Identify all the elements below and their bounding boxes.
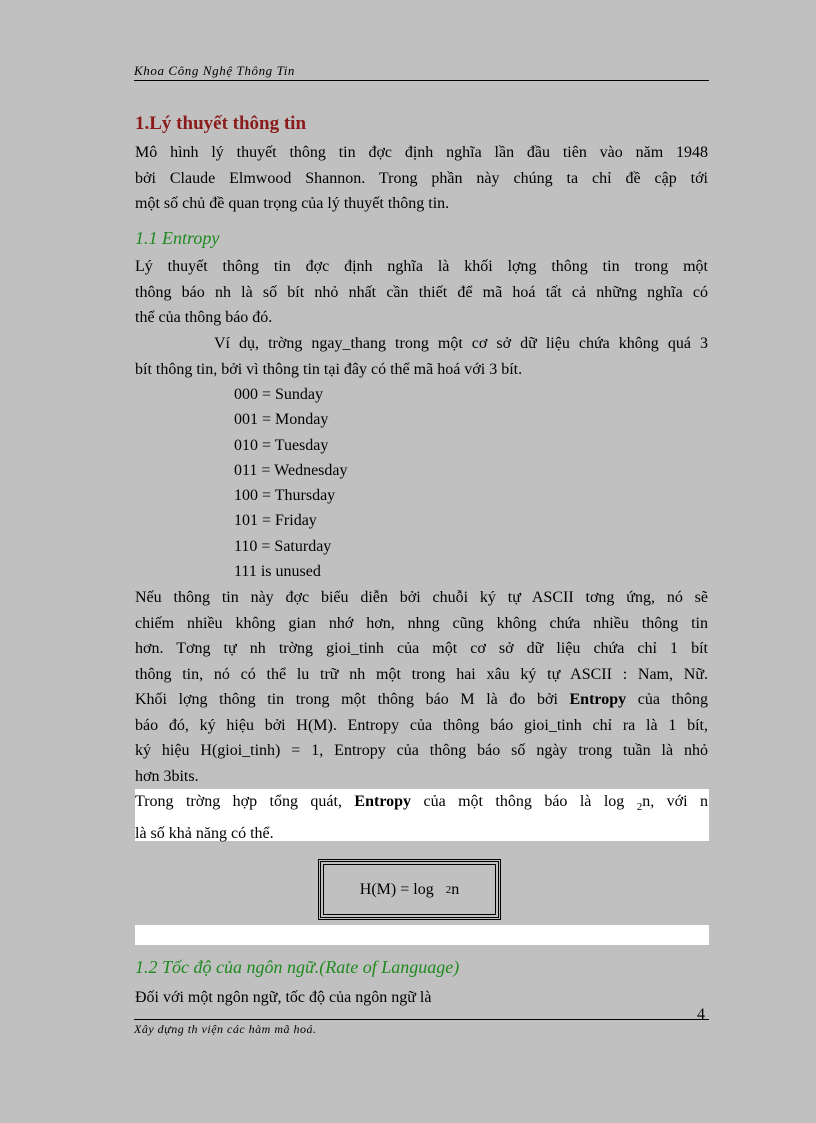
text-line: Ví dụ, trờng ngay_thang trong một cơ sở dữ liệu chứa không quá 3 xyxy=(214,335,708,352)
rate-paragraph xyxy=(135,985,708,1011)
page-footer: Xây dựng th viện các hàm mã hoá. xyxy=(134,1022,317,1036)
text-line xyxy=(135,789,708,821)
section-title-information-theory: 1.Lý thuyết thông tin xyxy=(135,113,307,134)
page-number: 4 xyxy=(697,1006,705,1023)
code-item: 001 = Monday xyxy=(234,411,329,429)
ascii-paragraph xyxy=(135,585,708,789)
text-line: bít thông tin, bởi vì thông tin tại đây có thể mã hoá với 3 bít. xyxy=(135,360,523,378)
general-entropy-paragraph xyxy=(135,789,708,846)
day-code-list xyxy=(234,382,348,584)
text-line: Mô hình lý thuyết thông tin đợc định nghĩa lần đầu tiên vào năm 1948 xyxy=(135,144,708,161)
text-run: của một thông báo là log xyxy=(411,793,637,810)
text-line: bởi Claude Elmwood Shannon. Trong phần này chúng ta chỉ đề cập tới xyxy=(135,169,708,187)
code-item: 011 = Wednesday xyxy=(234,461,348,479)
text-run: n, với n xyxy=(642,793,708,810)
text-run: Trong trờng hợp tổng quát, xyxy=(135,793,355,810)
entropy-definition-paragraph xyxy=(135,254,708,331)
text-line: là số khả năng có thể. xyxy=(135,824,274,842)
text-line: hơn. Tơng tự nh trờng gioi_tinh của một cơ sở dữ liệu chứa chỉ 1 bít xyxy=(135,640,708,657)
subsection-title-entropy: 1.1 Entropy xyxy=(135,228,220,248)
formula-subscript: 2 xyxy=(445,883,452,896)
entropy-term: Entropy xyxy=(354,793,412,810)
entropy-term: Entropy xyxy=(569,691,627,708)
text-line: thông tin, nó có thể lu trữ nh một trong hai xâu ký tự ASCII : Nam, Nữ. xyxy=(135,665,708,683)
formula-tail: n xyxy=(451,880,460,898)
text-line: một số chủ đề quan trọng của lý thuyết thông tin. xyxy=(135,195,450,212)
text-line: ký hiệu H(gioi_tinh) = 1, Entropy của thông báo số ngày trong tuần là nhỏ xyxy=(135,742,708,759)
text-line: Lý thuyết thông tin đợc định nghĩa là khối lợng thông tin trong một xyxy=(135,258,708,275)
code-item: 101 = Friday xyxy=(234,512,317,530)
entropy-formula-box xyxy=(318,859,501,920)
code-item: 100 = Thursday xyxy=(234,487,336,505)
code-item: 110 = Saturday xyxy=(234,537,332,555)
text-line: Đối với một ngôn ngữ, tốc độ của ngôn ngữ là xyxy=(135,989,432,1006)
subsection-title-rate-of-language: 1.2 Tốc độ của ngôn ngữ.(Rate of Language) xyxy=(135,957,460,977)
intro-paragraph xyxy=(135,140,708,217)
text-line xyxy=(135,687,708,713)
page-header: Khoa Công Nghệ Thông Tin xyxy=(134,63,709,81)
formula-text: H(M) = log xyxy=(359,880,446,898)
formula-bottom-band xyxy=(135,925,709,945)
example-paragraph xyxy=(135,331,708,382)
code-item: 010 = Tuesday xyxy=(234,436,329,454)
text-run: Khối lợng thông tin trong một thông báo M là đo bởi xyxy=(135,691,570,708)
text-line: chiếm nhiều không gian nhớ hơn, nhng cũng không chứa nhiều thông tin xyxy=(135,614,708,632)
text-line: thông báo nh là số bít nhỏ nhất cần thiết để mã hoá tất cả những nghĩa có xyxy=(135,283,708,301)
footer-divider xyxy=(134,1019,709,1020)
code-item: 111 is unused xyxy=(234,563,321,581)
text-line: báo đó, ký hiệu bởi H(M). Entropy của thông báo gioi_tinh chỉ ra là 1 bít, xyxy=(135,716,708,734)
text-line: Nếu thông tin này đợc biểu diễn bởi chuỗi ký tự ASCII tơng ứng, nó sẽ xyxy=(135,589,708,606)
code-item: 000 = Sunday xyxy=(234,386,324,403)
text-line: thể của thông báo đó. xyxy=(135,309,273,326)
text-line: hơn 3bits. xyxy=(135,767,199,785)
subscript: 2 xyxy=(636,801,643,814)
text-run: của thông xyxy=(626,691,708,708)
